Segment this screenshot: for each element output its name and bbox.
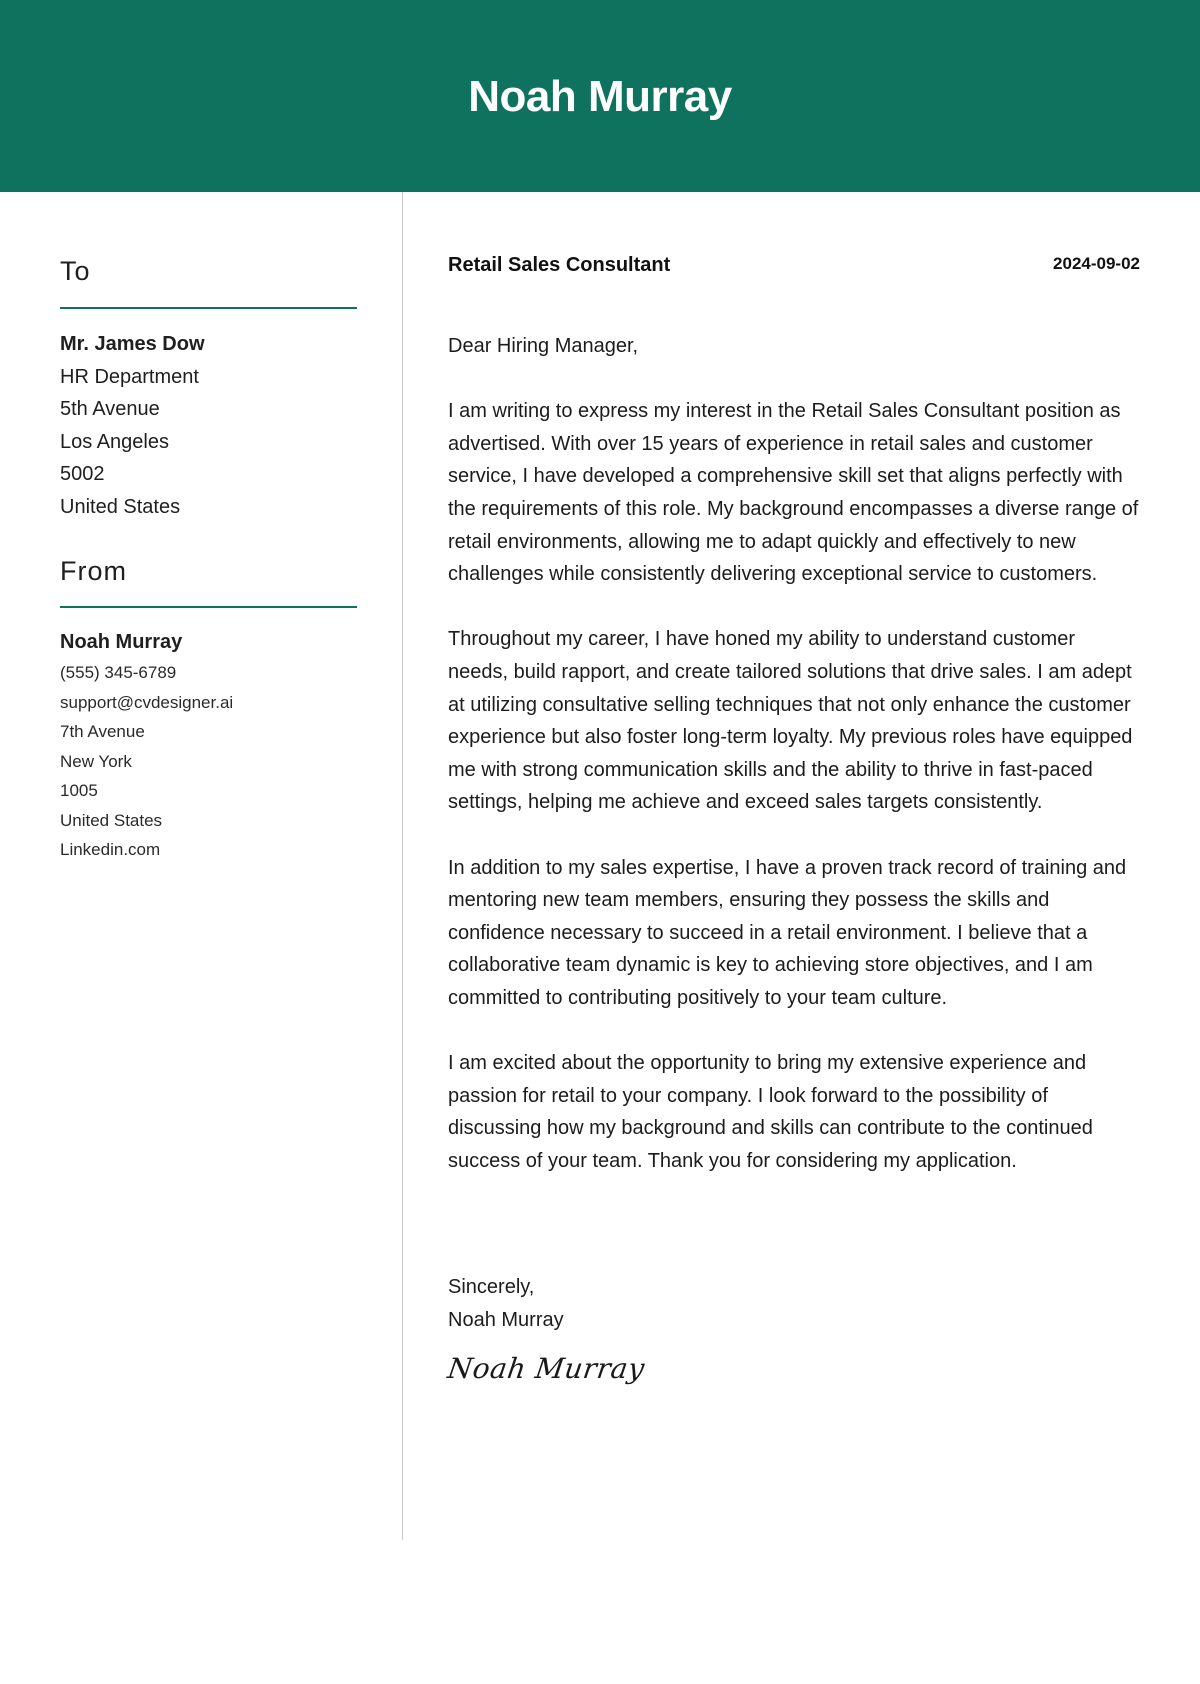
- sender-linkedin: Linkedin.com: [60, 840, 161, 859]
- job-title: Retail Sales Consultant: [448, 254, 671, 276]
- letter-date: 2024-09-02: [1053, 254, 1140, 273]
- salutation: Dear Hiring Manager,: [448, 335, 639, 357]
- sender-country: United States: [60, 810, 163, 830]
- closing-phrase: Sincerely,: [448, 1276, 535, 1298]
- from-section-title: From: [60, 556, 127, 586]
- sender-postcode: 1005: [60, 781, 98, 800]
- closing-block: [448, 1271, 564, 1337]
- recipient-name: Mr. James Dow: [60, 333, 205, 355]
- from-section-rule: [60, 606, 357, 608]
- recipient-block: [60, 328, 205, 523]
- letter-paragraph: I am excited about the opportunity to bring my extensive experience and passion for retail to your company. I look forward to the possibility of discussing how my background and skills can contribute to the continued success of your team. Thank you for considering my application.: [448, 1052, 1093, 1172]
- applicant-name-heading: Noah Murray: [468, 72, 732, 121]
- to-section-rule: [60, 307, 357, 309]
- recipient-line: 5002: [60, 463, 105, 485]
- sender-email: support@cvdesigner.ai: [60, 692, 234, 712]
- to-section-title: To: [60, 256, 91, 286]
- recipient-line: Los Angeles: [60, 430, 169, 453]
- letter-body: [448, 330, 1140, 1210]
- letter-paragraph: Throughout my career, I have honed my ability to understand customer needs, build rapport, and create tailored solutions that drive sales. I am adept at utilizing consultative selling techniques that not only enhance the customer experience but also foster long-term loyalty. My previous roles have equipped me with strong communication skills and the ability to thrive in fast-paced settings, helping me achieve and exceed sales targets consistently.: [448, 628, 1133, 814]
- sender-phone: (555) 345-6789: [60, 663, 177, 682]
- recipient-line: 5th Avenue: [60, 398, 160, 420]
- sender-block: [60, 626, 233, 865]
- column-divider: [402, 192, 403, 1540]
- sender-city: New York: [60, 751, 132, 771]
- sender-street: 7th Avenue: [60, 722, 145, 741]
- recipient-line: HR Department: [60, 365, 199, 388]
- sender-name: Noah Murray: [60, 631, 183, 653]
- letter-paragraph: I am writing to express my interest in the Retail Sales Consultant position as advertised. With over 15 years of experience in retail sales and customer service, I have developed a comprehensive skill set that aligns perfectly with the requirements of this role. My background encompasses a diverse range of retail environments, allowing me to adapt quickly and effectively to new challenges while consistently delivering exceptional service to customers.: [448, 400, 1139, 586]
- recipient-line: United States: [60, 495, 181, 518]
- header-banner: [0, 0, 1200, 192]
- handwritten-signature: Noah Murray: [445, 1352, 647, 1385]
- letter-paragraph: In addition to my sales expertise, I have a proven track record of training and mentoring new team members, ensuring they possess the skills and confidence necessary to succeed in a retail environment. I believe that a collaborative team dynamic is key to achieving store objectives, and I am committed to contributing positively to your team culture.: [448, 856, 1127, 1009]
- closing-name: Noah Murray: [448, 1309, 564, 1331]
